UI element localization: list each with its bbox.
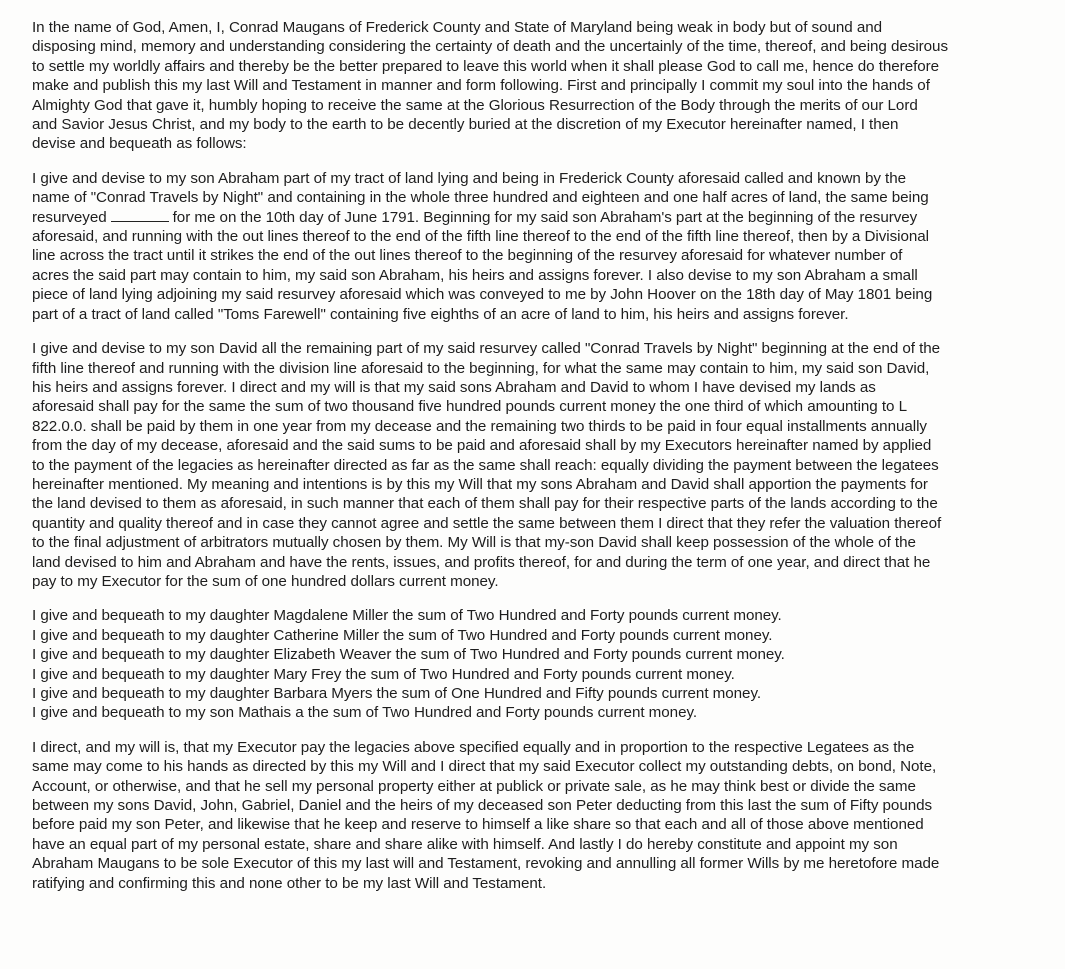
text-line: I give and devise to my son Abraham part of my tract of land lying and being in Frederick County aforesaid called and known by the (32, 169, 907, 187)
text-line: aforesaid shall pay for the same the sum of two thousand five hundred pounds current money the one third of which amounting to L (32, 398, 908, 416)
legacy-line: I give and bequeath to my son Mathais a the sum of Two Hundred and Forty pounds current money. (32, 704, 698, 722)
legacy-line: I give and bequeath to my daughter Elizabeth Weaver the sum of Two Hundred and Forty pounds current money. (32, 646, 785, 664)
text-line: disposing mind, memory and understanding considering the certainty of death and the uncertainly of the time, thereof, and being desirous (32, 38, 948, 56)
text-line: Abraham Maugans to be sole Executor of this my last will and Testament, revoking and annulling all former Wills by me heretofore made (32, 855, 940, 873)
text-line: piece of land lying adjoining my said resurvey aforesaid which was conveyed to me by John Hoover on the 18th day of May 1801 being (32, 286, 933, 304)
blank-underline (111, 209, 169, 222)
paragraph-executor (32, 738, 1042, 893)
text-line: hereinafter mentioned. My meaning and intentions is by this my Will that my sons Abraham and David shall apportion the payments for (32, 475, 928, 493)
text-line-with-blank (32, 208, 1042, 227)
text-line: quantity and quality thereof and in case they cannot agree and settle the same between them I direct that they refer the valuation thereof (32, 514, 942, 532)
text-line: I give and devise to my son David all the remaining part of my said resurvey called "Conrad Travels by Night" beginning at the end of the (32, 340, 941, 358)
text-line: In the name of God, Amen, I, Conrad Maugans of Frederick County and State of Maryland being weak in body but of sound and (32, 19, 883, 36)
text-fragment: resurveyed (32, 208, 107, 226)
paragraph-preamble (32, 18, 1042, 154)
text-line: acres the said part may contain to him, my said son Abraham, his heirs and assigns forever. I also devise to my son Abraham a small (32, 266, 918, 284)
text-line: to the final adjustment of arbitrators mutually chosen by them. My Will is that my-son David shall keep possession of the whole of the (32, 534, 916, 552)
text-line: from the day of my decease, aforesaid and the said sums to be paid and aforesaid shall by my Executors hereinafter named by applied (32, 437, 932, 455)
legacy-line: I give and bequeath to my daughter Magdalene Miller the sum of Two Hundred and Forty pounds current money. (32, 607, 782, 625)
text-fragment: for me on the 10th day of June 1791. Beginning for my said son Abraham's part at the beginning of the resurvey (172, 208, 918, 226)
text-line: 822.0.0. shall be paid by them in one year from my decease and the remaining two thirds to be paid in four equal installments annually (32, 417, 927, 435)
text-line: line across the tract until it strikes the end of the out lines thereof to the beginning of the resurvey aforesaid for whatever number of (32, 247, 903, 265)
will-text (32, 18, 1042, 908)
text-line: same may come to his hands as directed by this my Will and I direct that my said Executor collect my outstanding debts, on bond, Note, (32, 758, 937, 776)
text-line: pay to my Executor for the sum of one hundred dollars current money. (32, 572, 499, 590)
text-line: make and publish this my last Will and Testament in manner and form following. First and principally I commit my soul into the hands of (32, 77, 930, 95)
text-line: Account, or otherwise, and that he sell my personal property either at publick or private sale, as he may think best or divide the same (32, 777, 916, 795)
text-line: to the payment of the legacies as hereinafter directed as far as the same shall reach: equally dividing the payment between the legatees (32, 456, 939, 474)
text-line: the land devised to them as aforesaid, in such manner that each of them shall pay for their respective parts of the lands according to the (32, 495, 938, 513)
paragraph-david-devise (32, 339, 1042, 591)
text-line: ratifying and confirming this and none other to be my last Will and Testament. (32, 874, 547, 892)
paragraph-abraham-devise (32, 169, 1042, 324)
legacy-line: I give and bequeath to my daughter Barbara Myers the sum of One Hundred and Fifty pounds current money. (32, 685, 762, 702)
text-line: part of a tract of land called "Toms Farewell" containing five eighths of an acre of land to him, his heirs and assigns forever. (32, 305, 849, 323)
text-line: before paid my son Peter, and likewise that he keep and reserve to himself a like share so that each and all of those above mentioned (32, 816, 924, 834)
text-line: fifth line thereof and running with the division line aforesaid to the beginning, for what the same may contain to him, my said son David, (32, 359, 930, 377)
text-line: land devised to him and Abraham and have the rents, issues, and profits thereof, for and during the term of one year, and direct that he (32, 553, 931, 571)
text-line: between my sons David, John, Gabriel, Daniel and the heirs of my deceased son Peter deducting from this last the sum of Fifty pounds (32, 797, 933, 815)
text-line: to settle my worldly affairs and thereby be the better prepared to leave this world when it shall please God to call me, hence do therefore (32, 57, 940, 75)
text-line: devise and bequeath as follows: (32, 135, 247, 153)
legacy-line: I give and bequeath to my daughter Mary Frey the sum of Two Hundred and Forty pounds current money. (32, 665, 735, 683)
text-line: Almighty God that gave it, humbly hoping to receive the same at the Glorious Resurrection of the Body through the merits of our Lord (32, 96, 918, 114)
paragraph-legacies (32, 606, 1042, 722)
text-line: name of "Conrad Travels by Night" and containing in the whole three hundred and eighteen and one half acres of land, the same being (32, 189, 929, 207)
text-line: aforesaid, and running with the out lines thereof to the end of the fifth line thereof to the end of the fifth line thereof, then by a Divisional (32, 228, 929, 246)
text-line: have an equal part of my personal estate, share and share alike with himself. And lastly I do hereby constitute and appoint my son (32, 835, 898, 853)
legacy-line: I give and bequeath to my daughter Catherine Miller the sum of Two Hundred and Forty pounds current money. (32, 626, 773, 644)
text-line: I direct, and my will is, that my Executor pay the legacies above specified equally and in proportion to the respective Legatees as the (32, 738, 915, 756)
text-line: his heirs and assigns forever. I direct and my will is that my said sons Abraham and David to whom I have devised my lands as (32, 378, 876, 396)
text-line: and Savior Jesus Christ, and my body to the earth to be decently buried at the discretion of my Executor hereinafter named, I then (32, 116, 899, 134)
